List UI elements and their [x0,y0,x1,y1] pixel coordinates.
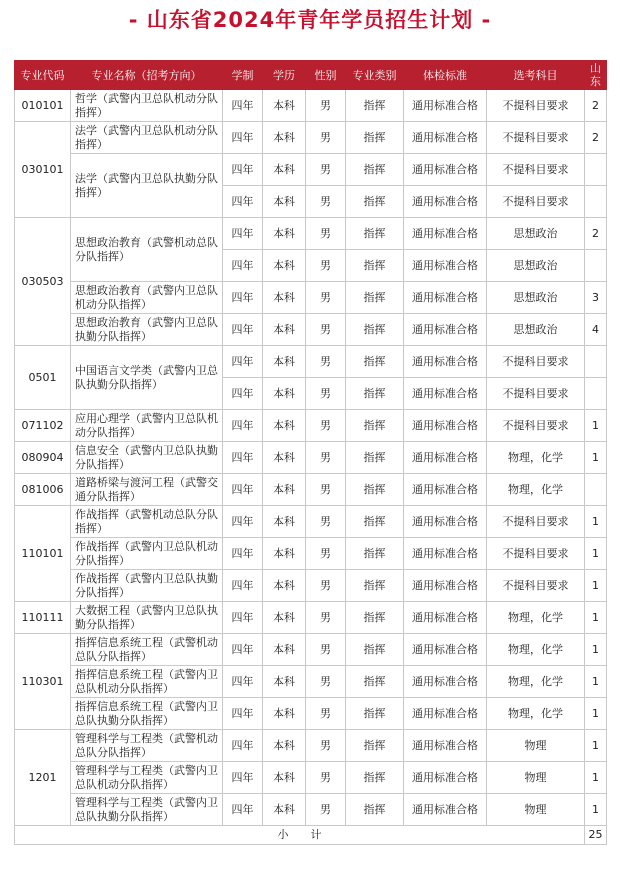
duration-cell: 四年 [223,314,263,346]
education-cell: 本科 [263,250,306,282]
gender-cell: 男 [306,666,346,698]
duration-cell: 四年 [223,730,263,762]
education-cell: 本科 [263,282,306,314]
subject-cell: 物理，化学 [487,474,585,506]
major-name-cell: 哲学（武警内卫总队机动分队指挥） [71,90,223,122]
major-name-cell: 道路桥梁与渡河工程（武警交通分队指挥） [71,474,223,506]
standard-cell: 通用标准合格 [404,186,487,218]
category-cell: 指挥 [346,666,404,698]
category-cell: 指挥 [346,378,404,410]
header-education: 学历 [263,61,306,90]
gender-cell: 男 [306,90,346,122]
table-row [15,538,607,570]
standard-cell: 通用标准合格 [404,346,487,378]
standard-cell: 通用标准合格 [404,570,487,602]
major-name-cell: 作战指挥（武警内卫总队执勤分队指挥） [71,570,223,602]
subject-cell: 思想政治 [487,314,585,346]
major-code-cell: 030101 [15,122,71,218]
standard-cell: 通用标准合格 [404,794,487,826]
category-cell: 指挥 [346,314,404,346]
total-label-text: 小计 [277,828,344,841]
category-cell: 指挥 [346,698,404,730]
header-gender: 性别 [306,61,346,90]
quota-cell: 1 [585,762,607,794]
standard-cell: 通用标准合格 [404,506,487,538]
education-cell: 本科 [263,666,306,698]
education-cell: 本科 [263,90,306,122]
major-name-cell: 中国语言文学类（武警内卫总队执勤分队指挥） [71,346,223,410]
education-cell: 本科 [263,154,306,186]
duration-cell: 四年 [223,666,263,698]
table-body [15,90,607,826]
standard-cell: 通用标准合格 [404,410,487,442]
education-cell: 本科 [263,602,306,634]
quota-cell [585,346,607,378]
table-header-row [15,61,607,90]
gender-cell: 男 [306,698,346,730]
standard-cell: 通用标准合格 [404,250,487,282]
table-row [15,570,607,602]
category-cell: 指挥 [346,602,404,634]
gender-cell: 男 [306,314,346,346]
quota-cell [585,378,607,410]
quota-cell: 1 [585,666,607,698]
quota-cell: 1 [585,634,607,666]
subject-cell: 不提科目要求 [487,346,585,378]
subject-cell: 不提科目要求 [487,90,585,122]
subject-cell: 物理，化学 [487,634,585,666]
duration-cell: 四年 [223,250,263,282]
subject-cell: 思想政治 [487,282,585,314]
gender-cell: 男 [306,122,346,154]
standard-cell: 通用标准合格 [404,442,487,474]
category-cell: 指挥 [346,794,404,826]
standard-cell: 通用标准合格 [404,698,487,730]
enrollment-plan-table [14,60,607,845]
gender-cell: 男 [306,442,346,474]
quota-cell: 1 [585,410,607,442]
major-code-cell: 071102 [15,410,71,442]
education-cell: 本科 [263,122,306,154]
category-cell: 指挥 [346,442,404,474]
duration-cell: 四年 [223,218,263,250]
gender-cell: 男 [306,282,346,314]
major-name-cell: 思想政治教育（武警机动总队分队指挥） [71,218,223,282]
quota-cell: 1 [585,794,607,826]
education-cell: 本科 [263,186,306,218]
major-name-cell: 信息安全（武警内卫总队执勤分队指挥） [71,442,223,474]
quota-cell [585,250,607,282]
quota-cell: 2 [585,122,607,154]
table-row [15,506,607,538]
quota-cell [585,186,607,218]
duration-cell: 四年 [223,698,263,730]
header-name: 专业名称（招考方向） [71,61,223,90]
table-row [15,794,607,826]
quota-cell: 1 [585,538,607,570]
category-cell: 指挥 [346,218,404,250]
subject-cell: 思想政治 [487,218,585,250]
standard-cell: 通用标准合格 [404,90,487,122]
gender-cell: 男 [306,794,346,826]
duration-cell: 四年 [223,634,263,666]
category-cell: 指挥 [346,186,404,218]
header-category: 专业类别 [346,61,404,90]
education-cell: 本科 [263,698,306,730]
duration-cell: 四年 [223,378,263,410]
category-cell: 指挥 [346,762,404,794]
total-value: 25 [585,826,607,845]
major-code-cell: 030503 [15,218,71,346]
gender-cell: 男 [306,506,346,538]
education-cell: 本科 [263,570,306,602]
subject-cell: 不提科目要求 [487,378,585,410]
table-row [15,634,607,666]
table-row [15,90,607,122]
subject-cell: 物理，化学 [487,442,585,474]
major-name-cell: 指挥信息系统工程（武警机动总队分队指挥） [71,634,223,666]
major-code-cell: 081006 [15,474,71,506]
education-cell: 本科 [263,314,306,346]
standard-cell: 通用标准合格 [404,154,487,186]
education-cell: 本科 [263,410,306,442]
major-name-cell: 管理科学与工程类（武警内卫总队执勤分队指挥） [71,794,223,826]
major-name-cell: 思想政治教育（武警内卫总队执勤分队指挥） [71,314,223,346]
standard-cell: 通用标准合格 [404,474,487,506]
major-name-cell: 管理科学与工程类（武警内卫总队机动分队指挥） [71,762,223,794]
quota-cell: 4 [585,314,607,346]
subject-cell: 物理，化学 [487,698,585,730]
gender-cell: 男 [306,378,346,410]
duration-cell: 四年 [223,122,263,154]
table-row [15,154,607,186]
standard-cell: 通用标准合格 [404,314,487,346]
duration-cell: 四年 [223,282,263,314]
quota-cell: 3 [585,282,607,314]
quota-cell: 1 [585,442,607,474]
standard-cell: 通用标准合格 [404,634,487,666]
education-cell: 本科 [263,794,306,826]
duration-cell: 四年 [223,506,263,538]
table-row [15,410,607,442]
subject-cell: 不提科目要求 [487,154,585,186]
category-cell: 指挥 [346,730,404,762]
category-cell: 指挥 [346,282,404,314]
gender-cell: 男 [306,538,346,570]
duration-cell: 四年 [223,570,263,602]
header-shandong: 山东 [585,61,607,90]
table-row [15,218,607,250]
education-cell: 本科 [263,730,306,762]
duration-cell: 四年 [223,538,263,570]
education-cell: 本科 [263,442,306,474]
standard-cell: 通用标准合格 [404,538,487,570]
gender-cell: 男 [306,410,346,442]
table-row [15,122,607,154]
gender-cell: 男 [306,730,346,762]
table-row [15,602,607,634]
major-name-cell: 思想政治教育（武警内卫总队机动分队指挥） [71,282,223,314]
standard-cell: 通用标准合格 [404,730,487,762]
standard-cell: 通用标准合格 [404,762,487,794]
subject-cell: 思想政治 [487,250,585,282]
duration-cell: 四年 [223,410,263,442]
major-name-cell: 大数据工程（武警内卫总队执勤分队指挥） [71,602,223,634]
gender-cell: 男 [306,570,346,602]
subject-cell: 物理，化学 [487,602,585,634]
major-code-cell: 1201 [15,730,71,826]
major-code-cell: 110301 [15,634,71,730]
gender-cell: 男 [306,634,346,666]
category-cell: 指挥 [346,250,404,282]
table-row [15,442,607,474]
standard-cell: 通用标准合格 [404,602,487,634]
education-cell: 本科 [263,634,306,666]
major-code-cell: 110111 [15,602,71,634]
subject-cell: 不提科目要求 [487,506,585,538]
major-name-cell: 作战指挥（武警内卫总队机动分队指挥） [71,538,223,570]
major-name-cell: 管理科学与工程类（武警机动总队分队指挥） [71,730,223,762]
subject-cell: 不提科目要求 [487,538,585,570]
subject-cell: 物理，化学 [487,666,585,698]
table-row [15,762,607,794]
major-name-cell: 法学（武警内卫总队机动分队指挥） [71,122,223,154]
education-cell: 本科 [263,506,306,538]
category-cell: 指挥 [346,474,404,506]
duration-cell: 四年 [223,762,263,794]
education-cell: 本科 [263,538,306,570]
quota-cell [585,474,607,506]
subject-cell: 不提科目要求 [487,186,585,218]
duration-cell: 四年 [223,602,263,634]
category-cell: 指挥 [346,506,404,538]
table-row [15,314,607,346]
subject-cell: 物理 [487,794,585,826]
category-cell: 指挥 [346,122,404,154]
table-row [15,698,607,730]
standard-cell: 通用标准合格 [404,122,487,154]
major-name-cell: 应用心理学（武警内卫总队机动分队指挥） [71,410,223,442]
gender-cell: 男 [306,762,346,794]
category-cell: 指挥 [346,346,404,378]
subject-cell: 物理 [487,762,585,794]
major-code-cell: 0501 [15,346,71,410]
major-name-cell: 指挥信息系统工程（武警内卫总队机动分队指挥） [71,666,223,698]
header-code: 专业代码 [15,61,71,90]
major-code-cell: 080904 [15,442,71,474]
category-cell: 指挥 [346,538,404,570]
category-cell: 指挥 [346,154,404,186]
quota-cell: 1 [585,698,607,730]
subject-cell: 不提科目要求 [487,570,585,602]
standard-cell: 通用标准合格 [404,282,487,314]
duration-cell: 四年 [223,442,263,474]
subject-cell: 物理 [487,730,585,762]
table-row [15,730,607,762]
gender-cell: 男 [306,474,346,506]
duration-cell: 四年 [223,186,263,218]
total-row [15,826,607,845]
standard-cell: 通用标准合格 [404,378,487,410]
table-row [15,282,607,314]
duration-cell: 四年 [223,90,263,122]
table-row [15,346,607,378]
gender-cell: 男 [306,154,346,186]
gender-cell: 男 [306,602,346,634]
major-name-cell: 指挥信息系统工程（武警内卫总队执勤分队指挥） [71,698,223,730]
quota-cell: 1 [585,730,607,762]
major-code-cell: 110101 [15,506,71,602]
duration-cell: 四年 [223,154,263,186]
total-label [15,826,585,845]
quota-cell: 1 [585,570,607,602]
table-row [15,666,607,698]
quota-cell: 2 [585,218,607,250]
page-title: - 山东省2024年青年学员招生计划 - [128,8,492,32]
gender-cell: 男 [306,186,346,218]
standard-cell: 通用标准合格 [404,666,487,698]
gender-cell: 男 [306,250,346,282]
category-cell: 指挥 [346,570,404,602]
education-cell: 本科 [263,346,306,378]
table-row [15,474,607,506]
quota-cell: 1 [585,602,607,634]
quota-cell [585,154,607,186]
major-name-cell: 作战指挥（武警机动总队分队指挥） [71,506,223,538]
header-standard: 体检标准 [404,61,487,90]
duration-cell: 四年 [223,474,263,506]
category-cell: 指挥 [346,410,404,442]
subject-cell: 不提科目要求 [487,410,585,442]
education-cell: 本科 [263,218,306,250]
education-cell: 本科 [263,474,306,506]
major-code-cell: 010101 [15,90,71,122]
subject-cell: 不提科目要求 [487,122,585,154]
quota-cell: 1 [585,506,607,538]
gender-cell: 男 [306,218,346,250]
header-subject: 选考科目 [487,61,585,90]
category-cell: 指挥 [346,634,404,666]
category-cell: 指挥 [346,90,404,122]
duration-cell: 四年 [223,794,263,826]
duration-cell: 四年 [223,346,263,378]
standard-cell: 通用标准合格 [404,218,487,250]
quota-cell: 2 [585,90,607,122]
education-cell: 本科 [263,378,306,410]
education-cell: 本科 [263,762,306,794]
gender-cell: 男 [306,346,346,378]
header-duration: 学制 [223,61,263,90]
major-name-cell: 法学（武警内卫总队执勤分队指挥） [71,154,223,218]
